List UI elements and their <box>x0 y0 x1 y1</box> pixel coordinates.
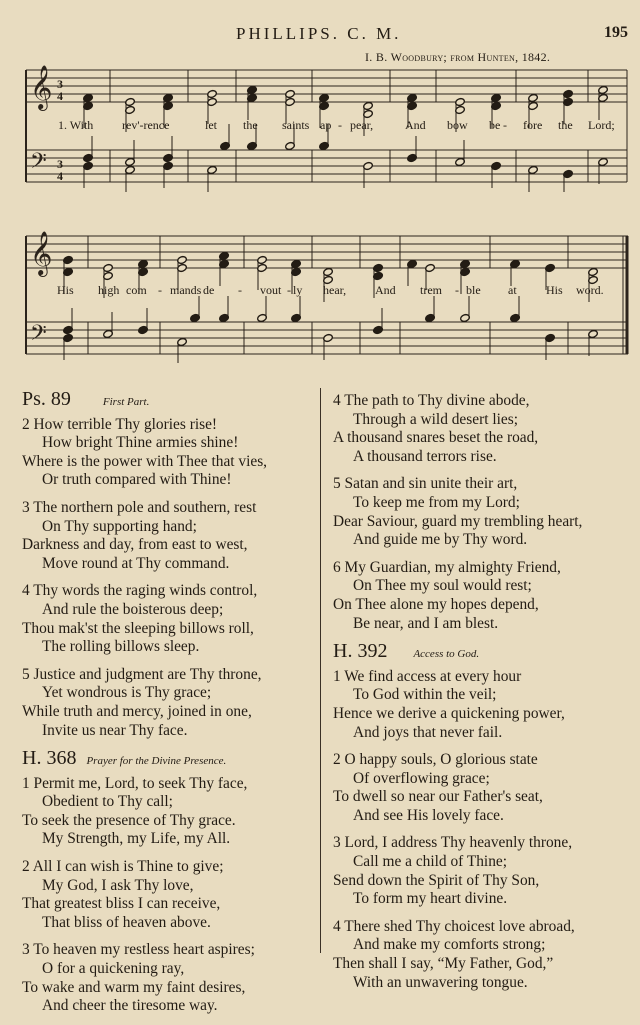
page-number: 195 <box>604 24 628 41</box>
lyric-syllable: de <box>203 283 215 297</box>
verse-line: Through a wild desert lies; <box>353 410 518 428</box>
column-divider <box>320 388 321 953</box>
psalm-subtitle: First Part. <box>102 396 150 408</box>
verse-line: My Strength, my Life, my All. <box>42 830 231 848</box>
verse-line: To keep me from my Lord; <box>353 493 520 511</box>
verse-line: Or truth compared with Thine! <box>42 471 232 489</box>
lyrics-line-2 <box>0 283 640 299</box>
time-signature: 4 <box>57 89 63 103</box>
lyric-syllable: be <box>489 118 501 132</box>
stanza <box>333 559 633 633</box>
lyric-syllable: the <box>243 118 258 132</box>
verse-line: With an unwavering tongue. <box>353 973 528 991</box>
hymn-368-stanzas <box>22 775 318 1016</box>
verse-line: 4 There shed Thy choicest love abroad, <box>333 917 575 935</box>
verse-line: That bliss of heaven above. <box>42 913 211 931</box>
verse-line: The rolling billows sleep. <box>42 638 200 656</box>
lyric-syllable: mands <box>170 283 202 297</box>
lyric-syllable: And <box>405 118 426 132</box>
lyric-syllable: His <box>546 283 563 297</box>
verse-line: That greatest bliss I can receive, <box>22 895 221 913</box>
stanza <box>22 416 318 490</box>
hymn-392-subtitle: Access to God. <box>413 648 480 661</box>
stanza <box>333 834 633 908</box>
lyric-syllable: - <box>238 283 242 297</box>
stanza <box>22 666 318 740</box>
verse-line: On Thee alone my hopes depend, <box>333 595 539 613</box>
lyric-syllable: ly <box>293 283 303 297</box>
verse-line: 3 Lord, I address Thy heavenly throne, <box>333 834 573 852</box>
lyric-syllable: - <box>287 283 291 297</box>
verse-line: A thousand snares beset the road, <box>333 429 539 447</box>
verse-line: And see His lovely face. <box>353 806 504 824</box>
verse-line: Call me a child of Thine; <box>353 853 508 871</box>
verse-line: 4 Thy words the raging winds control, <box>22 582 258 600</box>
hymn-368-heading <box>22 749 318 771</box>
verse-line: 5 Satan and sin unite their art, <box>333 475 518 493</box>
verse-line: Then shall I say, “My Father, God,” <box>333 955 554 973</box>
lyric-syllable: vout <box>260 283 282 297</box>
stanza <box>22 582 318 656</box>
lyric-syllable: Lord; <box>588 118 615 132</box>
verse-line: 3 To heaven my restless heart aspires; <box>22 941 255 959</box>
verse-line: On Thee my soul would rest; <box>353 577 532 595</box>
verse-line: My God, I ask Thy love, <box>42 876 194 894</box>
hymn-368-subtitle: Prayer for the Divine Presence. <box>86 755 227 768</box>
verse-line: To God within the veil; <box>353 686 497 704</box>
lyric-syllable: high <box>98 283 120 297</box>
psalm-continuation-stanzas <box>333 392 633 633</box>
lyric-syllable: pear, <box>350 118 374 132</box>
lyric-syllable: And <box>375 283 396 297</box>
verse-line: Invite us near Thy face. <box>42 721 188 739</box>
lyric-syllable: ble <box>466 283 481 297</box>
hymn-392-stanzas <box>333 668 633 993</box>
hymn-392-number: H. 392 <box>333 640 388 663</box>
verse-line: Yet wondrous is Thy grace; <box>42 684 212 702</box>
verse-line: Darkness and day, from east to west, <box>22 536 248 554</box>
verse-line: Be near, and I am blest. <box>353 614 499 632</box>
verse-line: And rule the boisterous deep; <box>42 600 224 618</box>
stanza <box>22 941 318 1015</box>
lyrics-line-1 <box>0 118 640 134</box>
psalm-heading <box>22 390 318 412</box>
stanza <box>22 775 318 849</box>
verse-line: 2 O happy souls, O glorious state <box>333 751 538 769</box>
verse-line: And cheer the tiresome way. <box>42 997 218 1015</box>
verse-line: And make my comforts strong; <box>353 936 546 954</box>
lyric-syllable: let <box>205 118 217 132</box>
verse-line: How bright Thine armies shine! <box>42 434 239 452</box>
treble-clef-icon: 𝄞 <box>30 65 53 109</box>
tune-title: PHILLIPS. C. M. <box>236 24 402 43</box>
verse-line: Hence we derive a quickening power, <box>333 704 565 722</box>
hymn-368-number: H. 368 <box>22 747 77 770</box>
verse-line: And guide me by Thy word. <box>353 531 528 549</box>
left-column <box>22 390 318 1025</box>
lyric-syllable: saints <box>282 118 310 132</box>
verse-line: 5 Justice and judgment are Thy throne, <box>22 665 262 683</box>
time-signature: 3 <box>57 157 63 171</box>
verse-line: To wake and warm my faint desires, <box>22 978 246 996</box>
verse-line: 3 The northern pole and southern, rest <box>22 498 257 516</box>
verse-line: Dear Saviour, guard my trembling heart, <box>333 512 583 530</box>
stanza <box>333 751 633 825</box>
verse-line: O for a quickening ray, <box>42 960 185 978</box>
verse-line: To form my heart divine. <box>353 890 508 908</box>
bass-clef-icon: 𝄢 <box>30 149 47 179</box>
verse-line: 2 All I can wish is Thine to give; <box>22 858 224 876</box>
lyric-syllable: rev'-rence <box>122 118 170 132</box>
stanza <box>22 499 318 573</box>
lyric-syllable: word. <box>576 283 604 297</box>
lyric-syllable: the <box>558 118 573 132</box>
verse-line: 4 The path to Thy divine abode, <box>333 392 530 409</box>
lyric-syllable: - <box>455 283 459 297</box>
verse-line: Move round at Thy command. <box>42 554 230 572</box>
lyric-syllable: - <box>503 118 507 132</box>
time-signature: 4 <box>57 169 63 183</box>
verse-line: To dwell so near our Father's seat, <box>333 788 543 806</box>
stanza <box>22 858 318 932</box>
verse-line: A thousand terrors rise. <box>353 447 497 465</box>
lyric-syllable: fore <box>523 118 543 132</box>
stanza <box>333 392 633 466</box>
lyric-syllable: at <box>508 283 517 297</box>
right-column <box>333 392 633 1001</box>
time-signature: 3 <box>57 77 63 91</box>
verse-line: Where is the power with Thee that vies, <box>22 452 268 470</box>
hymn-392-heading <box>333 642 633 664</box>
composer-credit: I. B. Woodbury; from Hunten, 1842. <box>365 50 551 64</box>
lyric-syllable: 1. With <box>58 118 94 132</box>
lyric-syllable: bow <box>447 118 468 132</box>
verse-line: To seek the presence of Thy grace. <box>22 811 236 829</box>
stanza <box>333 918 633 992</box>
stanza <box>333 668 633 742</box>
lyric-syllable: trem <box>420 283 442 297</box>
verse-line: 1 We find access at every hour <box>333 667 522 685</box>
verse-line: 6 My Guardian, my almighty Friend, <box>333 558 561 576</box>
treble-clef-icon: 𝄞 <box>30 231 53 275</box>
verse-line: And joys that never fail. <box>353 723 503 741</box>
psalm-stanzas <box>22 416 318 741</box>
bass-clef-icon: 𝄢 <box>30 321 47 351</box>
verse-line: 2 How terrible Thy glories rise! <box>22 415 218 433</box>
psalm-number: Ps. 89 <box>22 388 71 410</box>
lyric-syllable: His <box>57 283 74 297</box>
stanza <box>333 475 633 549</box>
verse-line: On Thy supporting hand; <box>42 517 197 535</box>
verse-line: Obedient to Thy call; <box>42 793 173 811</box>
lyric-syllable: hear, <box>323 283 347 297</box>
lyric-syllable: ap <box>320 118 332 132</box>
lyric-syllable: com <box>126 283 147 297</box>
lyric-syllable: - <box>338 118 342 132</box>
verse-line: 1 Permit me, Lord, to seek Thy face, <box>22 774 248 792</box>
verse-line: Thou mak'st the sleeping billows roll, <box>22 619 254 637</box>
verse-line: Send down the Spirit of Thy Son, <box>333 871 540 889</box>
verse-line: Of overflowing grace; <box>353 769 490 787</box>
verse-line: While truth and mercy, joined in one, <box>22 702 252 720</box>
lyric-syllable: - <box>158 283 162 297</box>
